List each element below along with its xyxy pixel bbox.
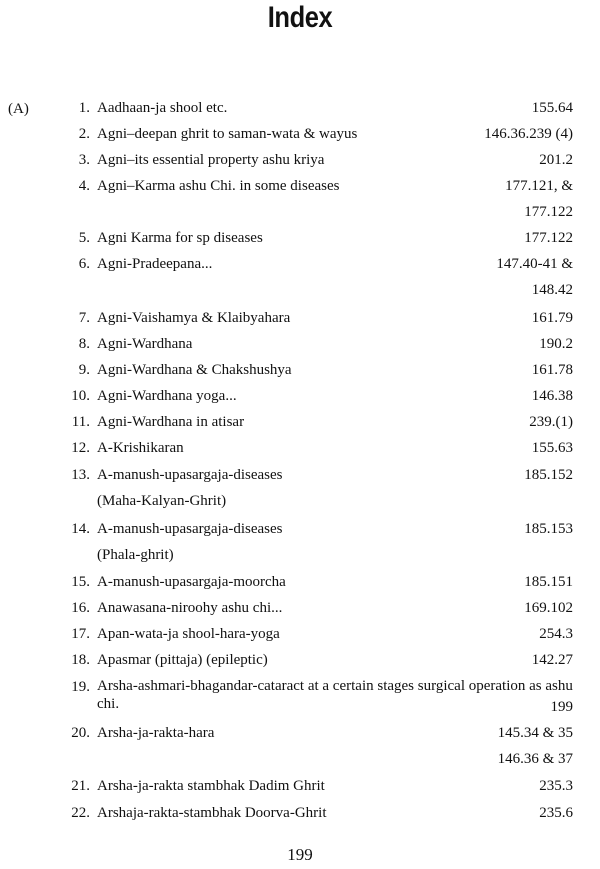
entry-text: Agni–Karma ashu Chi. in some diseases — [97, 178, 340, 194]
entry-text: Agni–deepan ghrit to saman-wata & wayus — [97, 126, 358, 142]
entry-number: 11. — [71, 414, 90, 430]
entry-text: Apasmar (pittaja) (epileptic) — [97, 652, 268, 668]
entry-number: 6. — [78, 256, 90, 272]
entry-number: 22. — [71, 805, 90, 821]
entry-number: 15. — [71, 574, 90, 590]
entry-subtext: (Phala-ghrit) — [97, 547, 174, 563]
entry-text: Agni-Wardhana & Chakshushya — [97, 362, 292, 378]
index-entry — [0, 124, 600, 144]
index-entry-continuation — [0, 202, 600, 222]
entry-text: Agni–its essential property ashu kriya — [97, 152, 325, 168]
index-entry — [0, 572, 600, 592]
index-entry — [0, 650, 600, 670]
entry-text: A-manush-upasargaja-moorcha — [97, 574, 286, 590]
entry-number: 17. — [71, 626, 90, 642]
index-entry — [0, 386, 600, 406]
section-label: (A) — [8, 101, 29, 117]
entry-number: 9. — [78, 362, 90, 378]
entry-number: 10. — [71, 388, 90, 404]
entry-number: 13. — [71, 467, 90, 483]
entry-number: 14. — [71, 521, 90, 537]
entry-page: 161.79 — [531, 310, 573, 326]
page-title: Index — [267, 1, 333, 34]
entry-text: Agni-Wardhana in atisar — [97, 414, 245, 430]
index-entry-continuation — [0, 697, 600, 717]
entry-page: 199 — [550, 699, 573, 715]
entry-number: 8. — [78, 336, 90, 352]
entry-number: 5. — [78, 230, 90, 246]
entry-text: Agni-Wardhana — [97, 336, 193, 352]
entry-text: Agni-Pradeepana... — [97, 256, 213, 272]
entry-text: Arsha-ashmari-bhagandar-cataract at a certain stages surgical operation as ashu chi. — [97, 678, 573, 712]
entry-page: 185.152 — [524, 467, 573, 483]
index-entry — [0, 228, 600, 248]
index-entry — [0, 803, 600, 823]
entry-text: A-manush-upasargaja-diseases — [97, 521, 283, 537]
index-entry — [0, 308, 600, 328]
entry-text: Apan-wata-ja shool-hara-yoga — [97, 626, 280, 642]
entry-page: 177.122 — [524, 230, 573, 246]
entry-page: 146.38 — [531, 388, 573, 404]
index-entry-subline — [0, 491, 600, 511]
index-entry — [0, 254, 600, 274]
entry-page: 155.63 — [531, 440, 573, 456]
index-entry — [0, 723, 600, 743]
index-entry-continuation — [0, 749, 600, 769]
index-entry — [0, 150, 600, 170]
entry-number: 2. — [78, 126, 90, 142]
index-entry — [0, 360, 600, 380]
entry-page: 142.27 — [531, 652, 573, 668]
entry-page: 155.64 — [531, 100, 573, 116]
entry-page: 177.121, & — [505, 178, 573, 194]
entry-page: 201.2 — [539, 152, 573, 168]
entry-number: 12. — [71, 440, 90, 456]
entry-page: 146.36.239 (4) — [484, 126, 573, 142]
index-entry-subline — [0, 545, 600, 565]
entry-page: 254.3 — [539, 626, 573, 642]
index-entry — [0, 519, 600, 539]
index-entry — [0, 776, 600, 796]
entry-page: 147.40-41 & — [496, 256, 573, 272]
entry-number: 3. — [78, 152, 90, 168]
entry-text: Arsha-ja-rakta-hara — [97, 725, 215, 741]
entry-text: Aadhaan-ja shool etc. — [97, 100, 228, 116]
entry-number: 1. — [78, 100, 90, 116]
entry-page: 161.78 — [531, 362, 573, 378]
entry-page: 235.6 — [539, 805, 573, 821]
entry-number: 20. — [71, 725, 90, 741]
entry-number: 4. — [78, 178, 90, 194]
entry-number: 19. — [71, 679, 90, 695]
entry-page: 239.(1) — [529, 414, 573, 430]
entry-text: Agni Karma for sp diseases — [97, 230, 263, 246]
entry-page: 145.34 & 35 — [497, 725, 573, 741]
index-entry — [0, 412, 600, 432]
index-entry — [0, 334, 600, 354]
entry-page: 146.36 & 37 — [497, 751, 573, 767]
index-entry — [0, 624, 600, 644]
entry-text: Agni-Vaishamya & Klaibyahara — [97, 310, 291, 326]
entry-number: 7. — [78, 310, 90, 326]
entry-number: 18. — [71, 652, 90, 668]
entry-text: A-manush-upasargaja-diseases — [97, 467, 283, 483]
entry-subtext: (Maha-Kalyan-Ghrit) — [97, 493, 227, 509]
entry-page: 177.122 — [524, 204, 573, 220]
entry-text: Anawasana-niroohy ashu chi... — [97, 600, 283, 616]
index-entry — [0, 176, 600, 196]
index-entry — [0, 438, 600, 458]
page-number: 199 — [287, 845, 313, 864]
index-entry — [0, 598, 600, 618]
entry-page: 235.3 — [539, 778, 573, 794]
entry-text: Arsha-ja-rakta stambhak Dadim Ghrit — [97, 778, 325, 794]
index-entry — [0, 465, 600, 485]
entry-text: A-Krishikaran — [97, 440, 184, 456]
entry-page: 185.153 — [524, 521, 573, 537]
entry-text: Agni-Wardhana yoga... — [97, 388, 237, 404]
index-entry-continuation — [0, 280, 600, 300]
entry-text: Arshaja-rakta-stambhak Doorva-Ghrit — [97, 805, 327, 821]
entry-page: 148.42 — [531, 282, 573, 298]
entry-page: 190.2 — [539, 336, 573, 352]
entry-number: 21. — [71, 778, 90, 794]
entry-page: 185.151 — [524, 574, 573, 590]
entry-page: 169.102 — [524, 600, 573, 616]
entry-number: 16. — [71, 600, 90, 616]
index-entry — [0, 98, 600, 118]
